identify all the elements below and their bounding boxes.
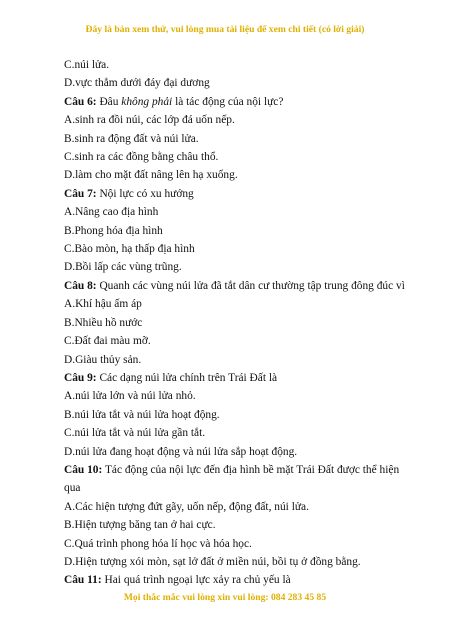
question-text: là tác động của nội lực? [172, 95, 284, 108]
question-7 [64, 185, 404, 203]
question-emphasis: không phải [121, 95, 173, 108]
question-11 [64, 571, 404, 589]
option-a: A.Các hiện tượng đứt gãy, uốn nếp, động đất, núi lửa. [64, 500, 309, 513]
option-d: D.làm cho mặt đất nâng lên hạ xuống. [64, 169, 238, 182]
option-c: C.Bào mòn, hạ thấp địa hình [64, 243, 195, 256]
question-label: Câu 9: [64, 371, 97, 384]
question-10 [64, 461, 404, 498]
option-b: B.Hiện tượng băng tan ở hai cực. [64, 519, 216, 532]
option-c: C.Quá trình phong hóa lí học và hóa học. [64, 537, 252, 550]
option-b: B.Phong hóa địa hình [64, 224, 163, 237]
question-label: Câu 7: [64, 187, 97, 200]
question-text: Các dạng núi lửa chính trên Trái Đất là [96, 371, 278, 384]
option-a: A.núi lửa lớn và núi lửa nhỏ. [64, 390, 196, 403]
question-label: Câu 8: [64, 279, 97, 292]
question-label: Câu 6: [64, 95, 97, 108]
option-d: D.núi lửa đang hoạt động và núi lửa sắp hoạt động. [64, 445, 298, 458]
option-b: B.Nhiều hồ nước [64, 316, 143, 329]
question-6 [64, 93, 404, 111]
question-9 [64, 369, 404, 387]
question-text: Hai quá trình ngoại lực xảy ra chủ yếu là [101, 574, 291, 587]
option-a: A.sinh ra đồi núi, các lớp đá uốn nếp. [64, 114, 235, 127]
option-b: B.núi lửa tắt và núi lửa hoạt động. [64, 408, 220, 421]
question-text: Nội lực có xu hướng [96, 187, 194, 200]
question-text: Quanh các vùng núi lửa đã tắt dân cư thường tập trung đông đúc vì [96, 279, 405, 292]
preview-notice: Đây là bản xem thử, vui lòng mua tài liệu để xem chi tiết (có lời giải) [85, 24, 365, 35]
option-d: D.Hiện tượng xói mòn, sạt lở đất ở miền núi, bồi tụ ở đồng bằng. [64, 555, 361, 568]
option-c-prev: C.núi lửa. [64, 59, 110, 71]
option-c: C.Đất đai màu mỡ. [64, 335, 151, 348]
question-list [64, 56, 404, 590]
question-text: Đâu [96, 95, 122, 108]
option-d: D.Bồi lấp các vùng trũng. [64, 261, 182, 274]
contact-notice: Mọi thắc mắc vui lòng xin vui lòng: 084 283 45 85 [123, 592, 327, 603]
option-b: B.sinh ra động đất và núi lửa. [64, 132, 199, 145]
option-c: C.sinh ra các đồng bằng châu thổ. [64, 151, 219, 164]
question-8 [64, 277, 404, 295]
option-c: C.núi lửa tắt và núi lửa gần tắt. [64, 427, 206, 440]
option-d-prev: D.vực thẳm dưới đáy đại dương [64, 77, 210, 90]
option-a: A.Nâng cao địa hình [64, 206, 159, 219]
option-a: A.Khí hậu ấm áp [64, 298, 142, 311]
option-d: D.Giàu thủy sản. [64, 353, 142, 366]
question-label: Câu 11: [64, 574, 102, 587]
question-label: Câu 10: [64, 463, 103, 476]
question-text: Tác động của nội lực đến địa hình bề mặt Trái Đất được thể hiện qua [64, 463, 400, 495]
